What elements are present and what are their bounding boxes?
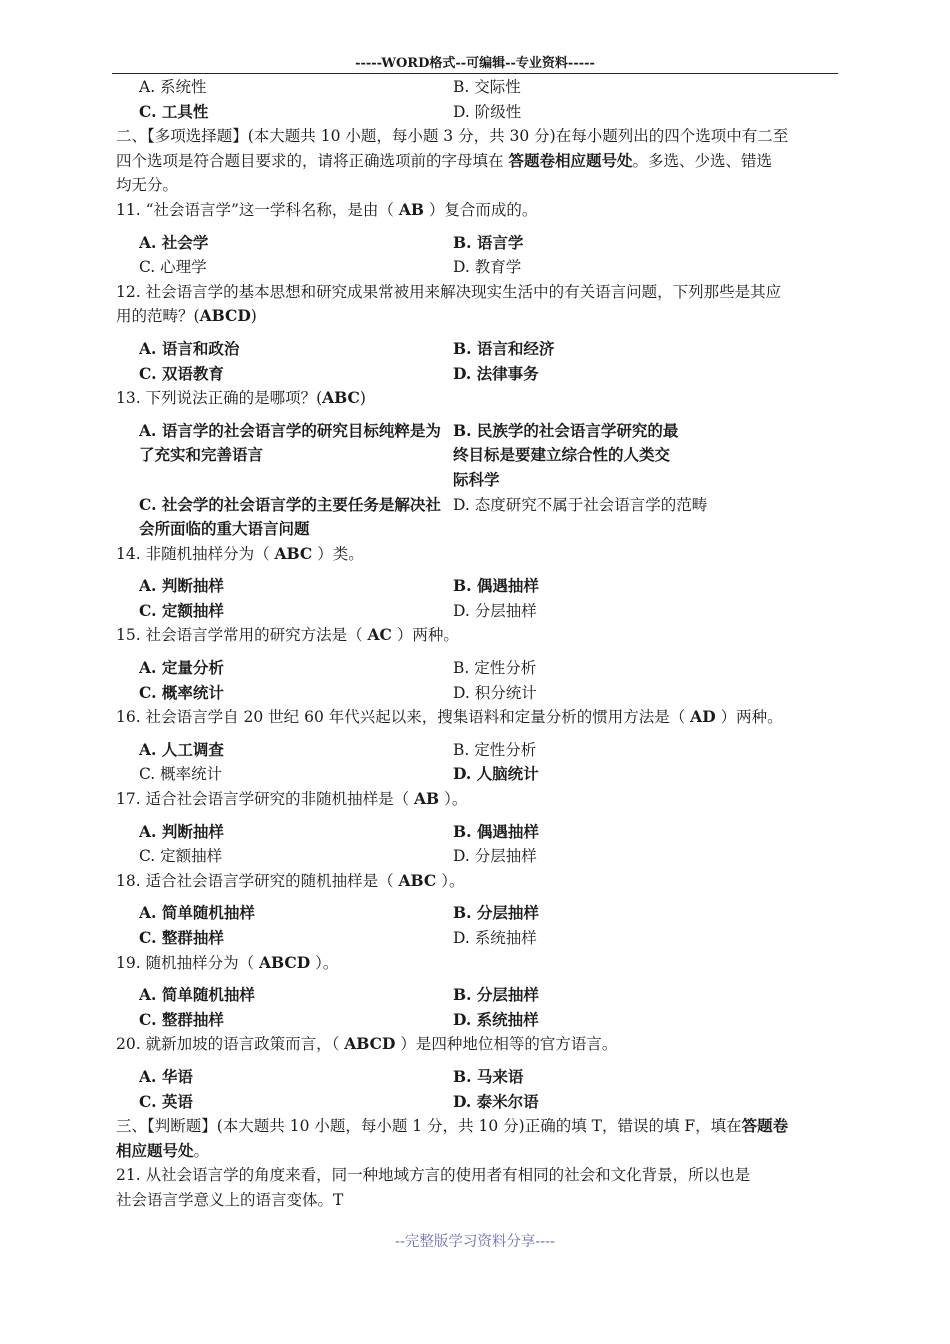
answer-key: ABC [322, 388, 360, 408]
answer-key: ABC [274, 543, 313, 563]
answer-key: AC [367, 625, 392, 645]
option-b: B. 民族学的社会语言学研究的最终目标是要建立综合性的人类交际科学 [453, 420, 679, 489]
option-c: C. 双语教育 [139, 363, 224, 383]
question-options [116, 1065, 838, 1114]
option-b: B. 交际性 [453, 78, 521, 96]
option-c: C. 英语 [139, 1091, 193, 1111]
option-c: C. 社会学的社会语言学的主要任务是解决社会所面临的重大语言问题 [139, 494, 441, 539]
document-body [116, 75, 838, 1213]
question-stem: 12. 社会语言学的基本思想和研究成果常被用来解决现实生活中的有关语言问题，下列那些是其应 [116, 282, 782, 301]
question-stem [116, 542, 838, 567]
section-2-text: 四个选项是符合题目要求的，请将正确选项前的字母填在 [116, 151, 509, 170]
section-2-line-3: 均无分。 [116, 176, 179, 195]
section-2-line-1: 二、【多项选择题】(本大题共 10 小题，每小题 3 分，共 30 分)在每小题列出的四个选项中有二至 [116, 127, 789, 146]
stem-text: 19. 随机抽样分为（ [116, 953, 260, 972]
question-stem [116, 705, 838, 730]
option-d: D. 系统抽样 [453, 1009, 539, 1029]
answer-key: ABC [398, 870, 437, 890]
answer-key: ABCD [199, 306, 251, 326]
question-options [116, 983, 838, 1032]
answer-sheet-emphasis: 答题卷相应题号处 [508, 150, 633, 170]
option-b: B. 分层抽样 [453, 903, 539, 923]
question-stem [116, 869, 838, 894]
section-2-line-2 [116, 149, 838, 174]
header-divider [112, 73, 838, 74]
option-a: A. 判断抽样 [139, 821, 224, 841]
question-11 [116, 198, 838, 280]
section-3-text: 三、【判断题】(本大题共 10 小题，每小题 1 分，共 10 分)正确的填 T，错误的填 F，填在 [116, 1117, 742, 1136]
page-footer: --完整版学习资料分享---- [395, 1234, 555, 1250]
option-c: C. 概率统计 [139, 682, 224, 702]
stem-text-tail: ）两种。 [715, 708, 783, 727]
stem-text: 18. 适合社会语言学研究的随机抽样是（ [116, 871, 399, 890]
question-stem [116, 1032, 838, 1057]
option-a: A. 华语 [139, 1066, 193, 1086]
option-c: C. 定额抽样 [139, 600, 224, 620]
question-stem [116, 386, 838, 411]
stem-text-tail: ）两种。 [391, 626, 459, 645]
stem-text: 17. 适合社会语言学研究的非随机抽样是（ [116, 790, 415, 809]
stem-text: 15. 社会语言学常用的研究方法是（ [116, 626, 368, 645]
question-stem [116, 787, 838, 812]
stem-text-tail: ）。 [439, 790, 468, 809]
option-b: B. 定性分析 [453, 740, 537, 759]
stem-text: 11. “社会语言学”这一学科名称，是由（ [116, 200, 399, 219]
question-options [116, 419, 838, 542]
stem-text-tail: ）复合而成的。 [424, 200, 538, 219]
option-b: B. 分层抽样 [453, 985, 539, 1005]
question-stem-cont [116, 304, 838, 329]
stem-text-tail: ）。 [436, 871, 465, 890]
question-options [116, 901, 838, 950]
option-a: A. 简单随机抽样 [139, 903, 255, 923]
section-2-instructions [116, 124, 838, 198]
option-d: D. 教育学 [453, 258, 522, 277]
option-d: D. 人脑统计 [453, 764, 539, 784]
answer-key: ABCD [344, 1034, 396, 1054]
question-16 [116, 705, 838, 787]
option-d: D. 分层抽样 [453, 847, 537, 866]
question-21 [116, 1163, 838, 1212]
answer-sheet-emphasis: 答题卷 [741, 1116, 789, 1136]
stem-text-tail: ) [250, 307, 257, 326]
section-2-text-tail: 。多选、少选、错选 [632, 151, 772, 170]
option-a: A. 语言和政治 [139, 338, 240, 358]
question-12 [116, 280, 838, 386]
answer-sheet-emphasis-cont: 相应题号处 [116, 1140, 194, 1160]
section-3-line-2 [116, 1139, 838, 1164]
answer-key: AB [398, 199, 424, 219]
question-stem [116, 951, 838, 976]
question-15 [116, 623, 838, 705]
answer-key: AB [414, 789, 440, 809]
stem-text: 用的范畴？( [116, 307, 200, 326]
page-header: -----WORD格式--可编辑--专业资料----- [355, 56, 595, 71]
question-options [116, 231, 838, 280]
stem-text-tail: ) [359, 389, 366, 408]
section-3-text-tail: 。 [193, 1141, 210, 1160]
question-19 [116, 951, 838, 1033]
option-c: C. 整群抽样 [139, 1009, 224, 1029]
question-17 [116, 787, 838, 869]
option-b: B. 偶遇抽样 [453, 821, 539, 841]
option-b: B. 马来语 [453, 1066, 524, 1086]
answer-key: AD [690, 707, 716, 727]
section-3-line-1 [116, 1114, 838, 1139]
option-a: A. 系统性 [139, 78, 207, 96]
option-c: C. 整群抽样 [139, 928, 224, 947]
option-c: C. 工具性 [139, 101, 209, 121]
stem-text-tail: ）类。 [312, 544, 364, 563]
option-a: A. 判断抽样 [139, 576, 224, 596]
option-d: D. 系统抽样 [453, 929, 537, 947]
option-d: D. 积分统计 [453, 683, 537, 702]
option-d: D. 阶级性 [453, 102, 522, 121]
answer-key: ABCD [259, 952, 311, 972]
question-options [116, 820, 838, 869]
question-options [116, 574, 838, 623]
stem-text-tail: ）是四种地位相等的官方语言。 [395, 1035, 618, 1054]
option-b: B. 语言学 [453, 232, 524, 252]
question-stem [116, 623, 838, 648]
option-c: C. 心理学 [139, 258, 207, 277]
option-a: A. 定量分析 [139, 658, 224, 678]
option-d: D. 态度研究不属于社会语言学的范畴 [453, 495, 708, 514]
option-d: D. 泰米尔语 [453, 1091, 539, 1111]
question-options [116, 656, 838, 705]
option-b: B. 定性分析 [453, 659, 537, 678]
question-13 [116, 386, 838, 542]
option-d: D. 分层抽样 [453, 601, 537, 620]
option-a: A. 语言学的社会语言学的研究目标纯粹是为了充实和完善语言 [139, 420, 441, 465]
option-a: A. 人工调查 [139, 739, 224, 759]
question-options [116, 337, 838, 386]
option-b: B. 语言和经济 [453, 338, 555, 358]
question-options [116, 738, 838, 787]
question-20 [116, 1032, 838, 1114]
stem-text-tail: ）。 [310, 953, 339, 972]
option-c: C. 定额抽样 [139, 847, 223, 866]
section-3-instructions [116, 1114, 838, 1163]
question-18 [116, 869, 838, 951]
question-stem [116, 198, 838, 223]
option-c: C. 概率统计 [139, 765, 223, 784]
option-a: A. 简单随机抽样 [139, 985, 255, 1005]
stem-text: 13. 下列说法正确的是哪项？( [116, 389, 323, 408]
option-d: D. 法律事务 [453, 363, 539, 383]
option-a: A. 社会学 [139, 232, 209, 252]
stem-text: 20. 就新加坡的语言政策而言，（ [116, 1035, 345, 1054]
question-stem-cont: 社会语言学意义上的语言变体。T [116, 1190, 344, 1209]
question-stem: 21. 从社会语言学的角度来看，同一种地域方言的使用者有相同的社会和文化背景，所以也是 [116, 1166, 751, 1185]
prev-question-options [116, 75, 838, 124]
stem-text: 14. 非随机抽样分为（ [116, 544, 275, 563]
option-b: B. 偶遇抽样 [453, 576, 539, 596]
question-14 [116, 542, 838, 624]
stem-text: 16. 社会语言学自 20 世纪 60 年代兴起以来，搜集语料和定量分析的惯用方法是（ [116, 708, 691, 727]
